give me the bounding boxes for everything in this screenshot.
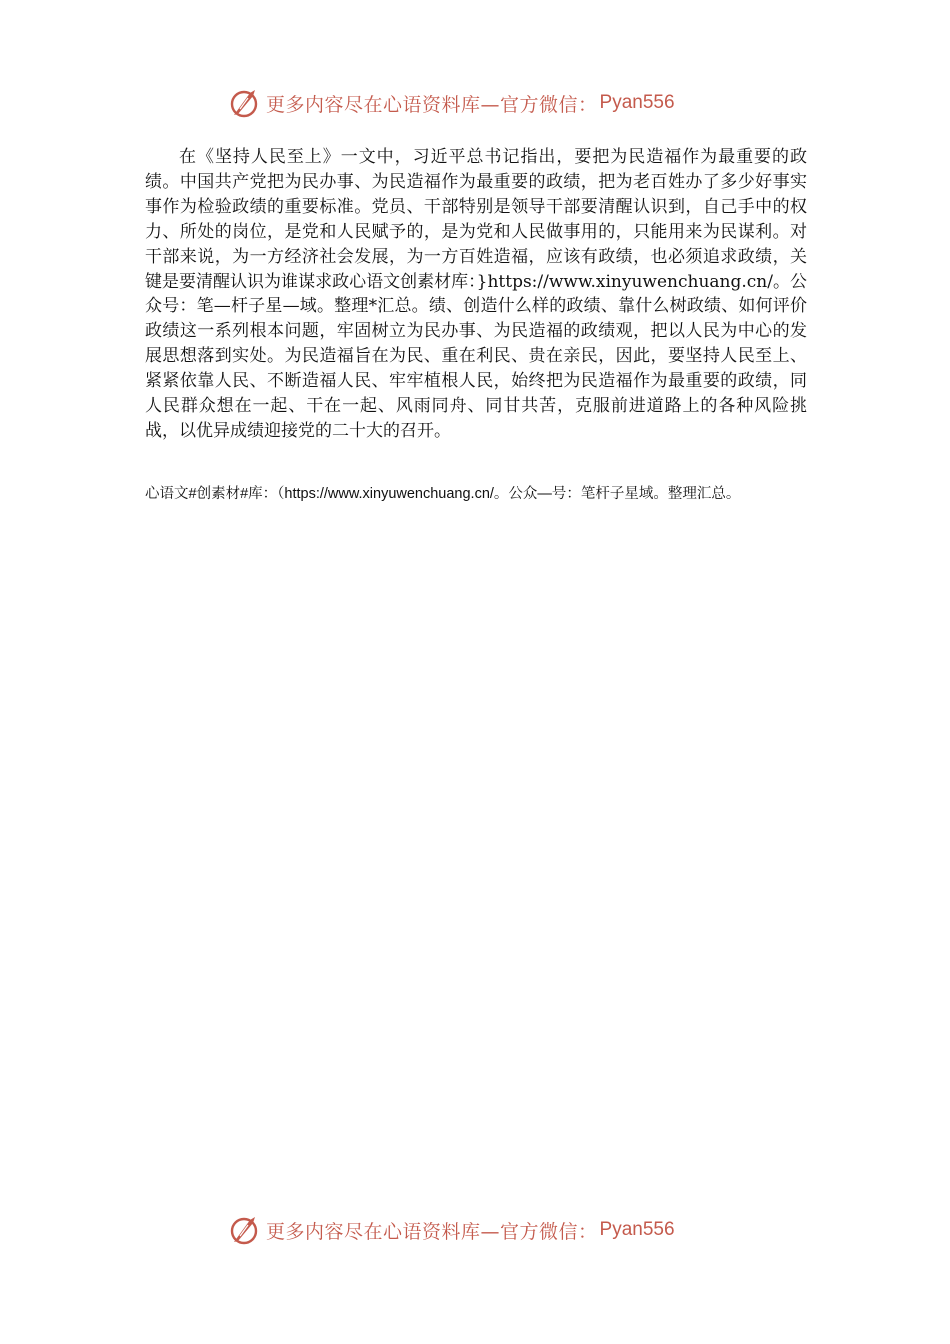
quill-pen-logo-icon	[228, 1214, 260, 1246]
body-paragraph: 在《坚持人民至上》一文中，习近平总书记指出，要把为民造福作为最重要的政绩。中国共产党把为民办事、为民造福作为最重要的政绩，把为老百姓办了多少好事实事作为检验政绩的重要标准。党员、干部特别是领导干部要清醒认识到，自己手中的权力、所处的岗位，是党和人民赋予的，是为党和人民做事用的，只能用来为民谋利。对干部来说，为一方经济社会发展，为一方百姓造福，应该有政绩，也必须追求政绩，关键是要清醒认识为谁谋求政心语文创素材库：}https://www.xinyuwenchuang.cn/。公众号：笔—杆子星—域。整理*汇总。绩、创造什么样的政绩、靠什么树政绩、如何评价政绩这一系列根本问题，牢固树立为民办事、为民造福的政绩观，把以人民为中心的发展思想落到实处。为民造福旨在为民、重在利民、贵在亲民，因此，要坚持人民至上、紧紧依靠人民、不断造福人民、牢牢植根人民，始终把为民造福作为最重要的政绩，同人民群众想在一起、干在一起、风雨同舟、同甘共苦，克服前进道路上的各种风险挑战，以优异成绩迎接党的二十大的召开。	[145, 147, 807, 441]
quill-pen-logo-icon	[228, 87, 260, 119]
banner-wechat-id: Pyan556	[599, 92, 675, 113]
banner-text: 更多内容尽在心语资料库—官方微信：	[266, 1220, 598, 1243]
header-banner	[228, 86, 675, 120]
source-note: 心语文#创素材#库：（https://www.xinyuwenchuang.cn/。公众—号：笔杆子星域。整理汇总。	[145, 486, 741, 502]
banner-wechat-id: Pyan556	[599, 1219, 675, 1240]
banner-text: 更多内容尽在心语资料库—官方微信：	[266, 93, 598, 116]
footer-banner	[228, 1213, 675, 1247]
